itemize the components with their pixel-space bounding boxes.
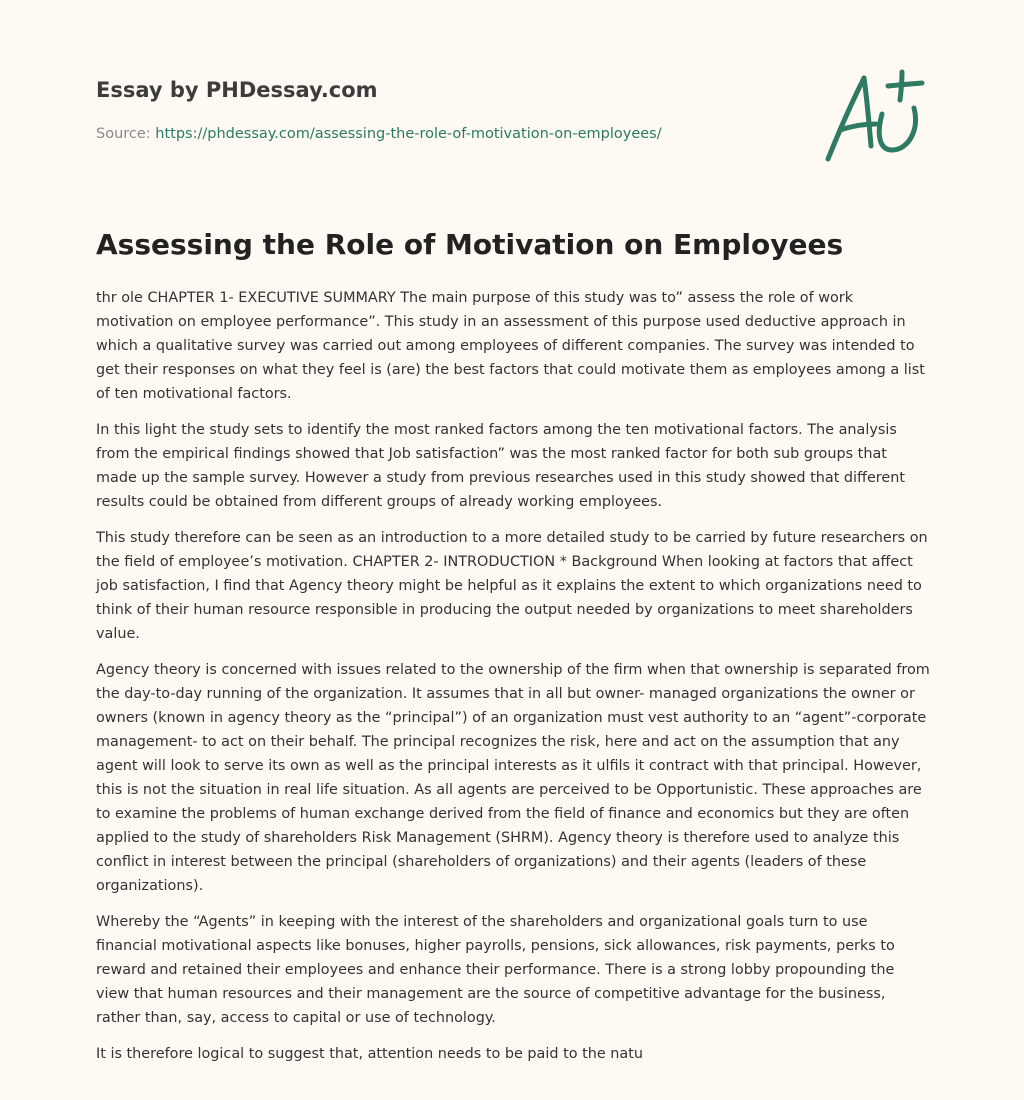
brand-name: Essay by PHDessay.com [96, 78, 378, 102]
source-link[interactable]: https://phdessay.com/assessing-the-role-of-motivation-on-employees/ [155, 126, 662, 142]
article-title: Assessing the Role of Motivation on Employees [96, 228, 844, 261]
paragraph: thr ole CHAPTER 1- EXECUTIVE SUMMARY The main purpose of this study was to” assess the role of work motivation on employee performance”. This study in an assessment of this purpose used deductive approach in which a qualitative survey was carried out among employees of different companies. The survey was intended to get their responses on what they feel is (are) the best factors that could motivate them as employees among a list of ten motivational factors. [96, 290, 925, 402]
paragraph: Whereby the “Agents” in keeping with the interest of the shareholders and organizational goals turn to use financial motivational aspects like bonuses, higher payrolls, pensions, sick allowances, risk payments, perks to reward and retained their employees and enhance their performance. There is a strong lobby propounding the view that human resources and their management are the source of competitive advantage for the business, rather than, say, access to capital or use of technology. [96, 914, 895, 1026]
source-label: Source: [96, 126, 156, 142]
page-header [96, 76, 716, 144]
source-line [96, 124, 716, 144]
article-body [96, 286, 932, 1078]
paragraph: This study therefore can be seen as an introduction to a more detailed study to be carried by future researchers on the field of employee’s motivation. CHAPTER 2- INTRODUCTION * Background When looking at factors that affect job satisfaction, I find that Agency theory might be helpful as it explains the extent to which organizations need to think of their human resource responsible in producing the output needed by organizations to meet shareholders value. [96, 530, 928, 642]
paragraph: It is therefore logical to suggest that, attention needs to be paid to the natu [96, 1046, 643, 1062]
paragraph: In this light the study sets to identify the most ranked factors among the ten motivational factors. The analysis from the empirical findings showed that Job satisfaction” was the most ranked factor for both sub groups that made up the sample survey. However a study from previous researches used in this study showed that different results could be obtained from different groups of already working employees. [96, 422, 906, 510]
a-plus-logo-icon [818, 64, 930, 168]
paragraph: Agency theory is concerned with issues related to the ownership of the firm when that ownership is separated from the day-to-day running of the organization. It assumes that in all but owner- managed organizations the owner or owners (known in agency theory as the “principal”) of an organization must vest authority to an “agent”-corporate management- to act on their behalf. The principal recognizes the risk, here and act on the assumption that any agent will look to serve its own as well as the principal interests as it ulfils it contract with that principal. However, this is not the situation in real life situation. As all agents are perceived to be Opportunistic. These approaches are to examine the problems of human exchange derived from the field of finance and economics but they are often applied to the study of shareholders Risk Management (SHRM). Agency theory is therefore used to analyze this conflict in interest between the principal (shareholders of organizations) and their agents (leaders of these organizations). [96, 662, 930, 894]
